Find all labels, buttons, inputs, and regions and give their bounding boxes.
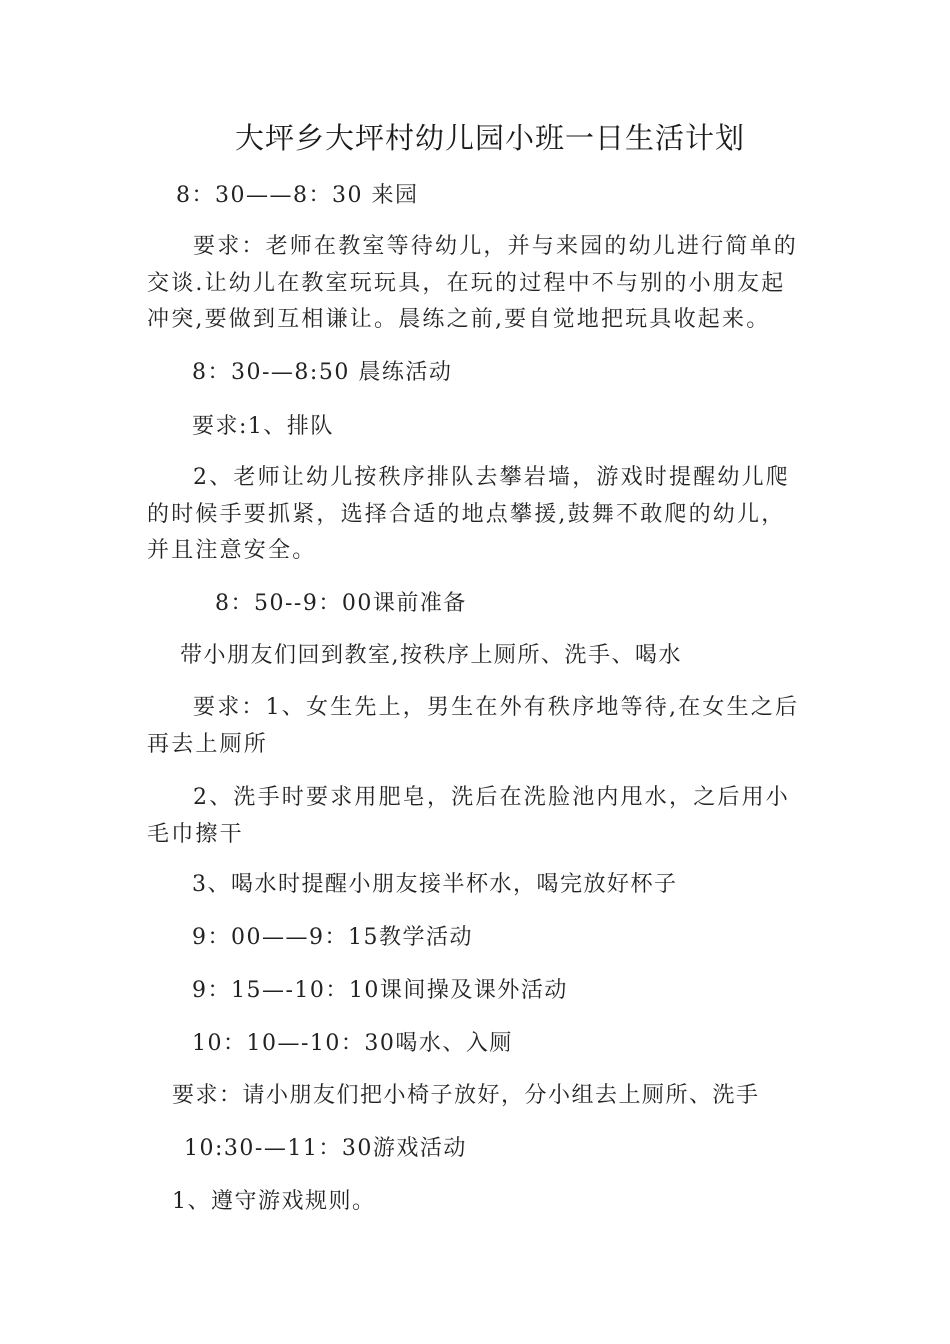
page-title: 大坪乡大坪村幼儿园小班一日生活计划	[234, 121, 745, 155]
paragraph-climbing-requirements: 2、老师让幼儿按秩序排队去攀岩墙，游戏时提醒幼儿爬的时候手要抓紧，选择合适的地点攀援,鼓舞不敢爬的幼儿，并且注意安全。	[147, 465, 790, 563]
schedule-line-class-prep: 8：50--9：00课前准备	[215, 591, 467, 616]
text-line-game-rules: 1、遵守游戏规则。	[172, 1189, 376, 1214]
schedule-line-drink-toilet: 10：10—-10：30喝水、入厕	[192, 1031, 513, 1056]
schedule-line-morning-exercise: 8：30-—8:50 晨练活动	[192, 360, 453, 385]
requirement-line-drinking: 3、喝水时提醒小朋友接半杯水，喝完放好杯子	[192, 872, 678, 897]
requirement-line-queue: 要求:1、排队	[192, 414, 334, 439]
paragraph-arrival-requirements: 要求：老师在教室等待幼儿，并与来园的幼儿进行简单的交谈.让幼儿在教室玩玩具，在玩的过程中不与别的小朋友起冲突,要做到互相谦让。晨练之前,要自觉地把玩具收起来。	[147, 234, 799, 332]
schedule-line-break-exercise: 9：15—-10：10课间操及课外活动	[192, 978, 568, 1003]
requirement-line-chairs: 要求：请小朋友们把小椅子放好，分小组去上厕所、洗手	[172, 1083, 760, 1108]
schedule-line-game: 10:30-—11：30游戏活动	[184, 1136, 467, 1161]
paragraph-handwashing-requirements: 2、洗手时要求用肥皂，洗后在洗脸池内甩水，之后用小毛巾擦干	[147, 785, 790, 847]
schedule-line-teaching: 9：00——9：15教学活动	[192, 925, 473, 950]
paragraph-toilet-requirements: 要求：1、女生先上，男生在外有秩序地等待,在女生之后再去上厕所	[147, 695, 800, 757]
text-line-return-classroom: 带小朋友们回到教室,按秩序上厕所、洗手、喝水	[180, 643, 682, 668]
schedule-line-arrival: 8：30——8：30 来园	[176, 183, 419, 208]
